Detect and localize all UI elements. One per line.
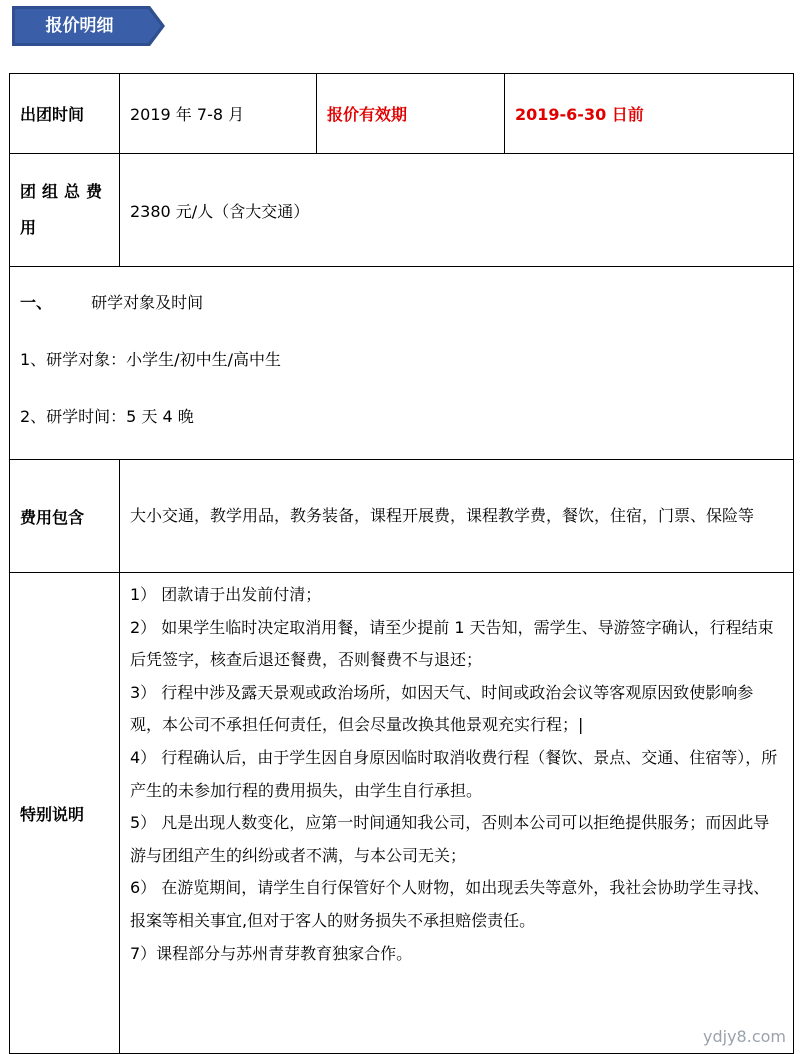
notes-cell <box>120 573 794 1054</box>
table-row-section-one <box>10 267 794 460</box>
departure-value: 2019 年 7-8 月 <box>120 74 317 154</box>
fee-value: 2380 元/人（含大交通） <box>120 154 794 267</box>
section-one-line-1: 1、研学对象：小学生/初中生/高中生 <box>20 349 281 369</box>
quote-table <box>9 73 794 1054</box>
validity-label: 报价有效期 <box>317 74 505 154</box>
note-item-1: 1） 团款请于出发前付清； <box>130 585 322 604</box>
note-item-5: 5） 凡是出现人数变化，应第一时间通知我公司，否则本公司可以拒绝提供服务；而因此导游与团组产生的纠纷或者不满，与本公司无关； <box>130 813 770 865</box>
table-row-departure <box>10 74 794 154</box>
include-value: 大小交通，教学用品，教务装备，课程开展费，课程教学费，餐饮，住宿，门票、保险等 <box>120 460 794 573</box>
note-item-3: 3） 行程中涉及露天景观或政治场所，如因天气、时间或政治会议等客观原因致使影响参观，本公司不承担任何责任，但会尽量改换其他景观充实行程；| <box>130 682 754 735</box>
include-label: 费用包含 <box>10 460 120 573</box>
table-row-include <box>10 460 794 573</box>
banner-title: 报价明细 <box>45 16 114 36</box>
note-item-6: 6） 在游览期间，请学生自行保管好个人财物，如出现丢失等意外，我社会协助学生寻找、报案等相关事宜,但对于客人的财务损失不承担赔偿责任。 <box>130 878 770 930</box>
section-one-cell <box>10 267 794 460</box>
note-item-7: 7）课程部分与苏州青芽教育独家合作。 <box>130 943 413 963</box>
section-one-title: 研学对象及时间 <box>91 292 204 312</box>
notes-label: 特别说明 <box>10 573 120 1054</box>
validity-value: 2019-6-30 日前 <box>505 74 794 154</box>
note-item-2: 2） 如果学生临时决定取消用餐，请至少提前 1 天告知，需学生、导游签字确认，行程结束后凭签字，核查后退还餐费，否则餐费不与退还； <box>130 617 774 670</box>
section-one-number: 一、 <box>20 292 53 312</box>
table-row-notes <box>10 573 794 1054</box>
departure-label: 出团时间 <box>10 74 120 154</box>
watermark: ydjy8.com <box>703 1027 786 1046</box>
section-one-line-2: 2、研学时间：5 天 4 晚 <box>20 406 194 426</box>
fee-label: 团组总费用 <box>10 154 120 267</box>
table-row-fee <box>10 154 794 267</box>
note-item-4: 4） 行程确认后，由于学生因自身原因临时取消收费行程（餐饮、景点、交通、住宿等），所产生的未参加行程的费用损失，由学生自行承担。 <box>130 747 778 800</box>
section-banner <box>12 6 165 46</box>
section-one-heading <box>20 274 793 331</box>
